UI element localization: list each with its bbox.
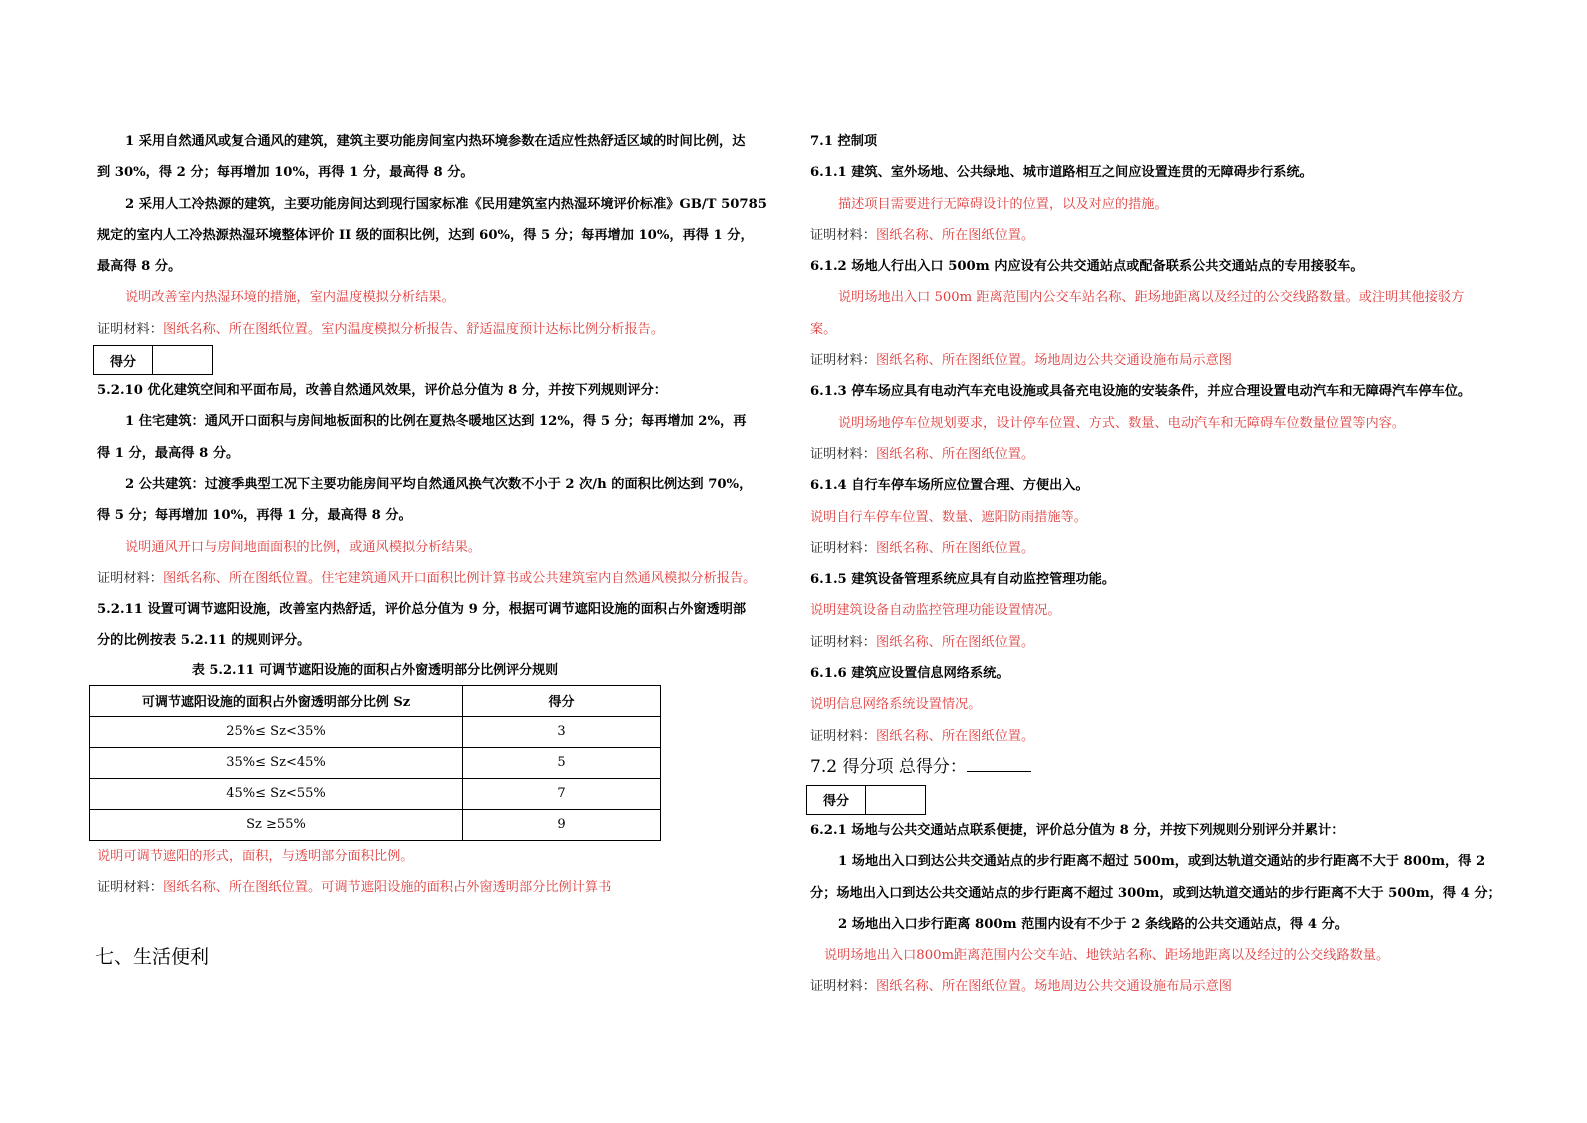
proof-shading: 证明材料：图纸名称、所在图纸位置。可调节遮阳设施的面积占外窗透明部分比例计算书 [97, 880, 612, 896]
note-6-1-2b: 案。 [810, 321, 837, 337]
table-cell-range: 35%≤ Sz<45% [90, 747, 463, 778]
clause-5-2-10: 5.2.10 优化建筑空间和平面布局，改善自然通风效果，评价总分值为 8 分，并按下列规则评分： [97, 383, 667, 399]
p2-line3: 最高得 8 分。 [97, 259, 182, 275]
table-cell-range: Sz ≥55% [90, 809, 463, 840]
table-row [90, 778, 661, 809]
left-column [97, 126, 787, 971]
clause-6-2-1-2: 2 场地出入口步行距离 800m 范围内设有不少于 2 条线路的公共交通站点，得 4 分。 [838, 916, 1348, 932]
clause-6-2-1: 6.2.1 场地与公共交通站点联系便捷，评价总分值为 8 分，并按下列规则分别评分并累计： [810, 822, 1345, 838]
clause-5-2-10-1a: 1 住宅建筑：通风开口面积与房间地板面积的比例在夏热冬暖地区达到 12%，得 5 分；每再增加 2%，再 [125, 414, 747, 430]
table-title: 表 5.2.11 可调节遮阳设施的面积占外窗透明部分比例评分规则 [191, 662, 559, 678]
table-header-ratio: 可调节遮阳设施的面积占外窗透明部分比例 Sz [90, 685, 463, 716]
score-box-right [806, 785, 926, 815]
clause-5-2-11a: 5.2.11 设置可调节遮阳设施，改善室内热舒适，评价总分值为 9 分，根据可调节遮阳设施的面积占外窗透明部 [97, 602, 747, 618]
p2-line2: 规定的室内人工冷热源热湿环境整体评价 II 级的面积比例，达到 60%，得 5 分；每再增加 10%，再得 1 分， [97, 227, 754, 243]
proof-thermal: 证明材料：图纸名称、所在图纸位置。室内温度模拟分析报告、舒适温度预计达标比例分析报告。 [97, 321, 665, 337]
table-cell-score: 3 [463, 716, 661, 747]
table-row [90, 716, 661, 747]
table-row [90, 809, 661, 840]
total-score-blank[interactable] [967, 753, 1031, 772]
clause-5-2-11b: 分的比例按表 5.2.11 的规则评分。 [97, 633, 311, 649]
table-cell-score: 9 [463, 809, 661, 840]
clause-5-2-10-2b: 得 5 分；每再增加 10%，再得 1 分，最高得 8 分。 [97, 508, 412, 524]
note-6-2-1: 说明场地出入口800m距离范围内公交车站、地铁站名称、距场地距离以及经过的公交线路数量。 [824, 948, 1390, 964]
clause-6-2-1-1a: 1 场地出入口到达公共交通站点的步行距离不超过 500m，或到达轨道交通站的步行距离不大于 800m，得 2 [838, 854, 1486, 870]
note-6-1-5: 说明建筑设备自动监控管理功能设置情况。 [810, 603, 1061, 619]
clause-6-2-1-1b: 分；场地出入口到达公共交通站点的步行距离不超过 300m，或到达轨道交通站的步行距离不大于 500m，得 4 分； [810, 885, 1501, 901]
score-input[interactable] [153, 346, 212, 374]
shading-score-table [89, 685, 661, 841]
note-ventilation: 说明通风开口与房间地面面积的比例，或通风模拟分析结果。 [125, 539, 482, 555]
note-6-1-3: 说明场地停车位规划要求，设计停车位置、方式、数量、电动汽车和无障碍车位数量位置等内容。 [838, 415, 1406, 431]
proof-6-2-1: 证明材料：图纸名称、所在图纸位置。场地周边公共交通设施布局示意图 [810, 979, 1232, 995]
clause-5-2-10-2a: 2 公共建筑：过渡季典型工况下主要功能房间平均自然通风换气次数不小于 2 次/h 的面积比例达到 70%， [125, 476, 753, 492]
score-input[interactable] [866, 786, 925, 814]
right-column [810, 126, 1510, 1003]
note-shading: 说明可调节遮阳的形式，面积，与透明部分面积比例。 [97, 848, 414, 864]
note-6-1-2a: 说明场地出入口 500m 距离范围内公交车站名称、距场地距离以及经过的公交线路数量。或注明其他接驳方 [838, 290, 1465, 306]
proof-6-1-1: 证明材料：图纸名称、所在图纸位置。 [810, 227, 1035, 243]
table-row [90, 747, 661, 778]
note-6-1-6: 说明信息网络系统设置情况。 [810, 697, 982, 713]
p1-line2: 到 30%，得 2 分；每再增加 10%，再得 1 分，最高得 8 分。 [97, 165, 474, 181]
score-label: 得分 [807, 786, 866, 814]
proof-6-1-5: 证明材料：图纸名称、所在图纸位置。 [810, 634, 1035, 650]
proof-6-1-3: 证明材料：图纸名称、所在图纸位置。 [810, 446, 1035, 462]
table-header-row [90, 685, 661, 716]
score-box-left [93, 345, 213, 375]
table-cell-range: 45%≤ Sz<55% [90, 778, 463, 809]
table-header-score: 得分 [463, 685, 661, 716]
note-6-1-4: 说明自行车停车位置、数量、遮阳防雨措施等。 [810, 509, 1087, 525]
p2-line1: 2 采用人工冷热源的建筑，主要功能房间达到现行国家标准《民用建筑室内热湿环境评价标准》GB/T 50785 [125, 196, 767, 212]
p1-line1: 1 采用自然通风或复合通风的建筑，建筑主要功能房间室内热环境参数在适应性热舒适区域的时间比例，达 [125, 134, 746, 149]
clause-6-1-6: 6.1.6 建筑应设置信息网络系统。 [810, 666, 1010, 682]
proof-ventilation: 证明材料：图纸名称、所在图纸位置。住宅建筑通风开口面积比例计算书或公共建筑室内自然通风模拟分析报告。 [97, 570, 757, 586]
clause-5-2-10-1b: 得 1 分，最高得 8 分。 [97, 445, 240, 461]
score-label: 得分 [94, 346, 153, 374]
table-cell-range: 25%≤ Sz<35% [90, 716, 463, 747]
proof-6-1-6: 证明材料：图纸名称、所在图纸位置。 [810, 728, 1035, 744]
clause-6-1-3: 6.1.3 停车场应具有电动汽车充电设施或具备充电设施的安装条件，并应合理设置电动汽车和无障碍汽车停车位。 [810, 384, 1472, 400]
clause-6-1-5: 6.1.5 建筑设备管理系统应具有自动监控管理功能。 [810, 572, 1116, 588]
proof-6-1-4: 证明材料：图纸名称、所在图纸位置。 [810, 540, 1035, 556]
heading-7-2: 7.2 得分项 总得分： [810, 752, 1510, 783]
note-6-1-1: 描述项目需要进行无障碍设计的位置，以及对应的措施。 [838, 196, 1168, 212]
table-cell-score: 7 [463, 778, 661, 809]
clause-6-1-4: 6.1.4 自行车停车场所应位置合理、方便出入。 [810, 478, 1089, 494]
proof-6-1-2: 证明材料：图纸名称、所在图纸位置。场地周边公共交通设施布局示意图 [810, 353, 1232, 369]
table-cell-score: 5 [463, 747, 661, 778]
heading-7-1: 7.1 控制项 [810, 134, 878, 149]
clause-6-1-1: 6.1.1 建筑、室外场地、公共绿地、城市道路相互之间应设置连贯的无障碍步行系统。 [810, 165, 1313, 181]
note-thermal: 说明改善室内热湿环境的措施，室内温度模拟分析结果。 [125, 290, 455, 306]
clause-6-1-2: 6.1.2 场地人行出入口 500m 内应设有公共交通站点或配备联系公共交通站点的专用接驳车。 [810, 259, 1364, 275]
section-title-living-convenience: 七、生活便利 [95, 946, 210, 969]
